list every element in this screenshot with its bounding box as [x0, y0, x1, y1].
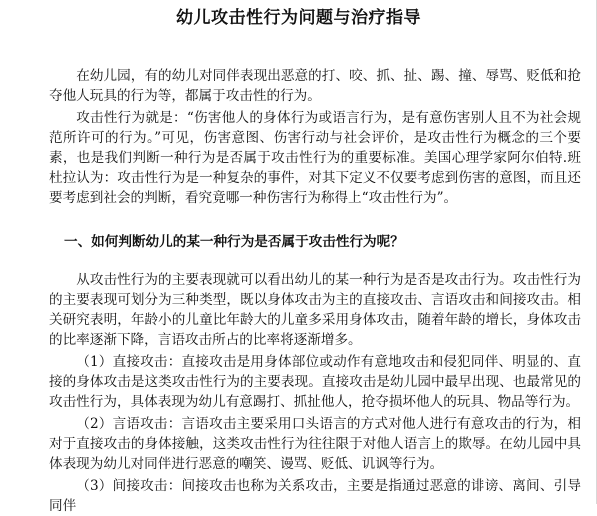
- paragraph-verbal-attack: （2）言语攻击：言语攻击主要采用口头语言的方式对他人进行有意攻击的行为，相对于直接攻击的身体接触，这类攻击性行为往往限于对他人语言上的欺辱。在幼儿园中具体表现为幼儿对同伴进行恶意的嘲笑、谩骂、贬低、讥讽等行为。: [49, 416, 581, 472]
- paragraph-definition: 攻击性行为就是：“伤害他人的身体行为或语言行为，是有意伤害别人且不为社会规范所许可的行为。”可见，伤害意图、伤害行动与社会评价，是攻击性行为概念的三个要素，也是我们判断一种行为是否属于攻击性行为的重要标准。美国心理学家阿尔伯特.班杜拉认为：攻击性行为是一种复杂的事件，对其下定义不仅要考虑到伤害的意图，而且还要考虑到社会的判断，看究竟哪一种伤害行为称得上“攻击性行为”。: [49, 110, 581, 206]
- document-title: 幼儿攻击性行为问题与治疗指导: [176, 8, 421, 28]
- section-heading-1: 一、如何判断幼儿的某一种行为是否属于攻击性行为呢？: [64, 234, 404, 250]
- paragraph-direct-attack: （1）直接攻击：直接攻击是用身体部位或动作有意地攻击和侵犯同伴、明显的、直接的身体攻击是这类攻击性行为的主要表现。直接攻击是幼儿园中最早出现、也最常见的攻击性行为，具体表现为幼儿有意踢打、抓扯他人，抢夺损坏他人的玩具、物品等行为。: [49, 354, 581, 410]
- paragraph-types-overview: 从攻击性行为的主要表现就可以看出幼儿的某一种行为是否是攻击行为。攻击性行为的主要表现可划分为三种类型，既以身体攻击为主的直接攻击、言语攻击和间接攻击。相关研究表明，年龄小的儿童比年龄大的儿童多采用身体攻击，随着年龄的增长，身体攻击的比率逐渐下降，言语攻击所占的比率将逐渐增多。: [49, 272, 581, 348]
- paragraph-indirect-attack: （3）间接攻击：间接攻击也称为关系攻击，主要是指通过恶意的诽谤、离间、引导同伴: [49, 478, 581, 514]
- paragraph-intro: 在幼儿园，有的幼儿对同伴表现出恶意的打、咬、抓、扯、踢、撞、辱骂、贬低和抢夺他人玩具的行为等，都属于攻击性的行为。: [49, 68, 581, 104]
